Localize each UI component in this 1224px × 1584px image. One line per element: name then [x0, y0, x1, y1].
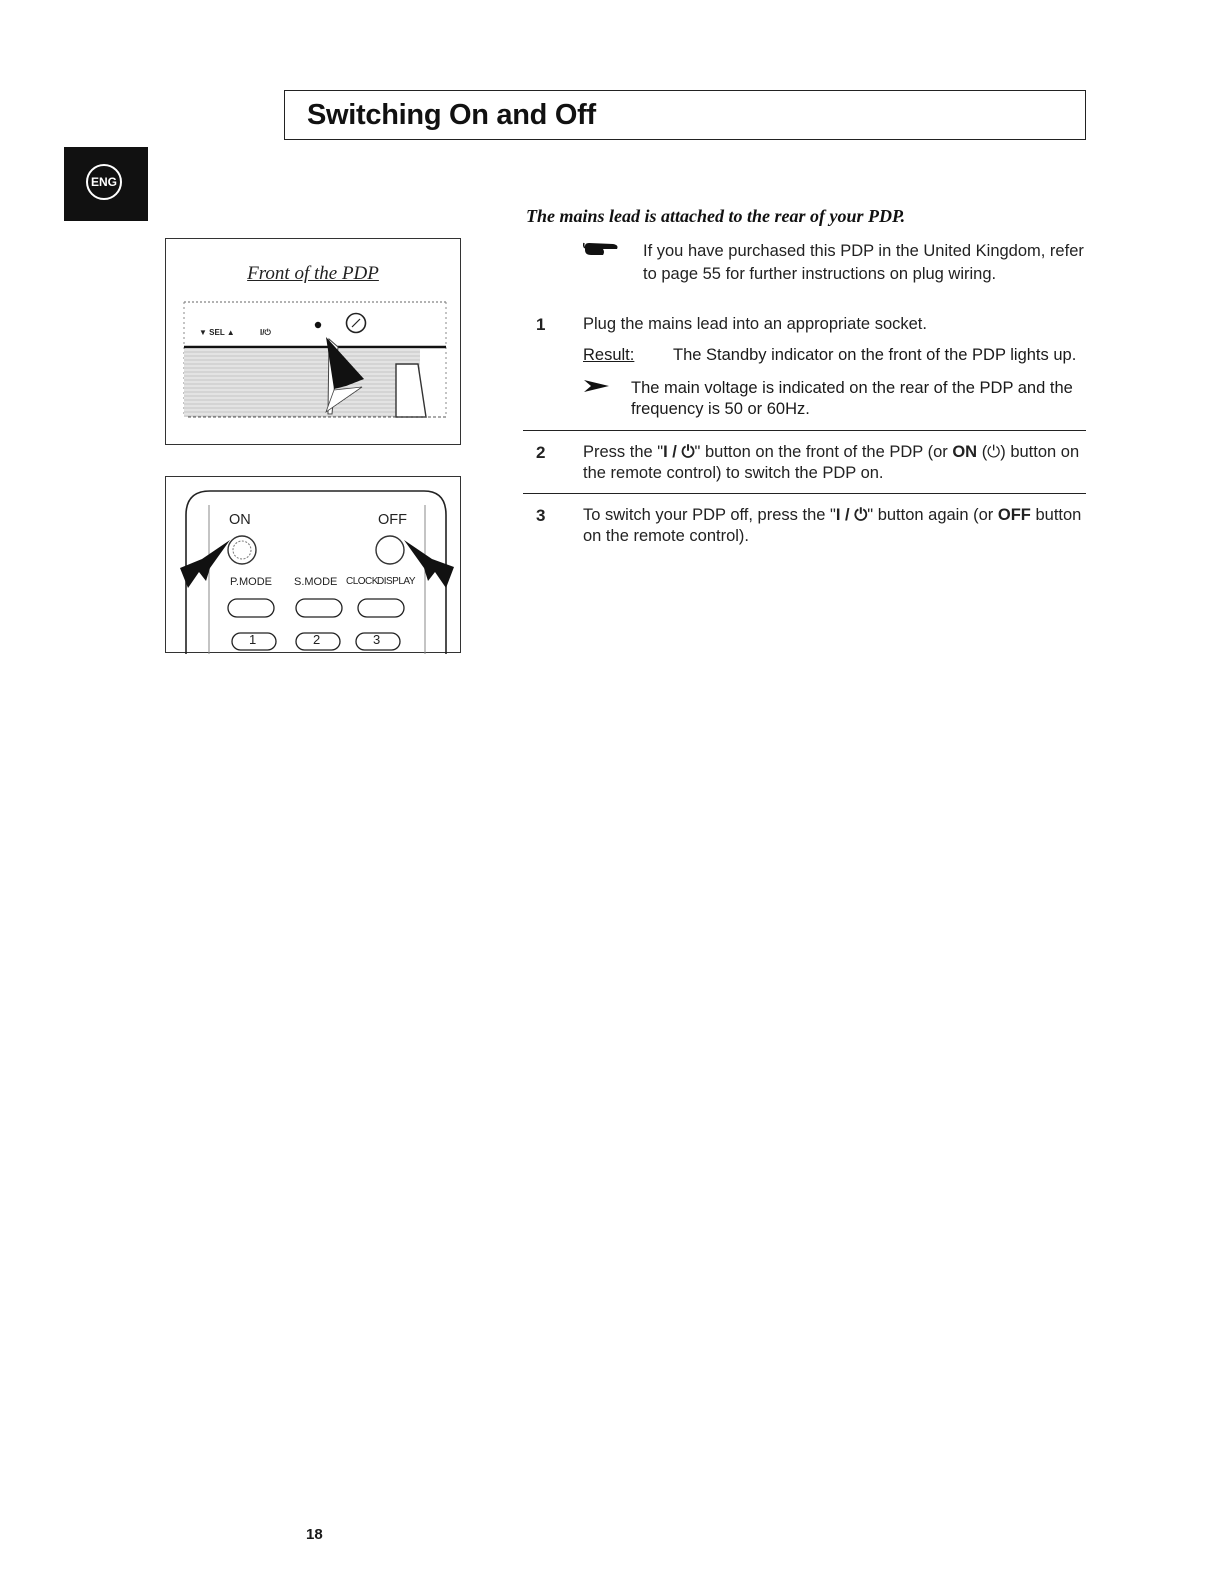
sel-label: ▼ SEL ▲ — [199, 328, 235, 337]
step-text: Plug the mains lead into an appropriate socket. — [583, 315, 927, 333]
on-label: ON — [229, 512, 251, 528]
display-label: DISPLAY — [377, 576, 415, 587]
remote-illustration — [166, 477, 462, 654]
power-key: I / ⏻ — [835, 506, 868, 524]
step-3 — [526, 505, 1088, 549]
tip-arrow-icon — [583, 378, 611, 394]
pmode-label: P.MODE — [230, 576, 272, 588]
remote-figure — [165, 476, 461, 653]
step-number: 2 — [536, 443, 546, 462]
tip-text: The main voltage is indicated on the rear of the PDP and the frequency is 50 or 60Hz. — [631, 379, 1073, 418]
divider — [523, 493, 1086, 494]
clock-label: CLOCK — [346, 576, 378, 587]
num-button-1: 1 — [249, 632, 257, 647]
num-button-3: 3 — [373, 632, 381, 647]
smode-label: S.MODE — [294, 576, 338, 588]
pointing-hand-icon — [583, 240, 621, 260]
language-tab — [64, 147, 148, 221]
power-key: I / ⏻ — [663, 443, 695, 461]
page-title: Switching On and Off — [307, 99, 596, 131]
step-2 — [526, 442, 1088, 486]
figure-caption: Front of the PDP — [247, 263, 379, 284]
off-label: OFF — [378, 512, 407, 528]
num-button-2: 2 — [313, 632, 321, 647]
step-text: Press the "I / ⏻" button on the front of the PDP (or ON (⏻) button on the remote control) to switch the PDP on. — [583, 443, 1080, 482]
language-badge: ENG — [86, 164, 122, 200]
page-number: 18 — [306, 1526, 323, 1543]
step-text: To switch your PDP off, press the "I / ⏻" button again (or OFF button on the remote control). — [583, 506, 1082, 545]
front-panel-figure — [165, 238, 461, 445]
title-box — [284, 90, 1086, 140]
result-text: The Standby indicator on the front of the PDP lights up. — [673, 346, 1077, 364]
power-label: I/⏻ — [260, 328, 271, 337]
intro-heading: The mains lead is attached to the rear of your PDP. — [526, 206, 906, 226]
step-number: 1 — [536, 315, 546, 334]
on-key: ON — [952, 443, 978, 461]
uk-plug-note: If you have purchased this PDP in the United Kingdom, refer to page 55 for further instructions on plug wiring. — [643, 242, 1084, 283]
front-panel-illustration — [166, 239, 462, 446]
divider — [523, 430, 1086, 431]
off-key: OFF — [997, 506, 1031, 524]
step-number: 3 — [536, 506, 546, 525]
step-1 — [526, 314, 1088, 335]
result-label: Result: — [583, 346, 635, 364]
